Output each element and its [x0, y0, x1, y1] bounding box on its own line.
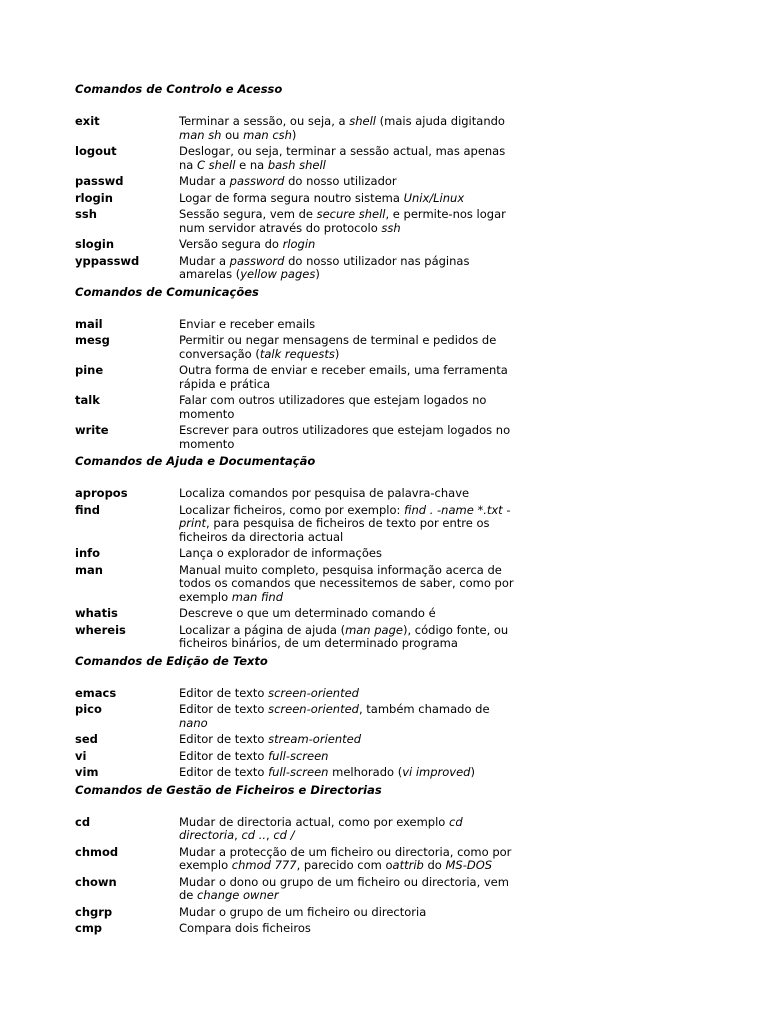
- italic-term: rlogin: [282, 237, 316, 251]
- section: [75, 783, 515, 936]
- command-name: apropos: [75, 486, 128, 500]
- command-name: vi: [75, 748, 87, 763]
- command-name: man: [75, 562, 103, 577]
- command-name: pine: [75, 363, 104, 377]
- command-description: Mudar a protecção de um ficheiro ou directoria, como por exemplo chmod 777, parecido com oattrib do MS-DOS: [179, 844, 512, 872]
- section: [75, 82, 515, 282]
- command-name: chmod: [75, 844, 119, 859]
- command-description: Editor de texto screen-oriented, também chamado de nano: [179, 702, 490, 730]
- italic-term: yellow pages: [240, 267, 316, 281]
- section-title: Comandos de Controlo e Acesso: [75, 82, 283, 96]
- command-list: [75, 487, 515, 651]
- section-title: Comandos de Ajuda e Documentação: [75, 454, 316, 468]
- command-name: logout: [75, 144, 117, 158]
- command-list: [75, 115, 515, 282]
- command-description: Versão segura do rlogin: [179, 237, 316, 251]
- section-title: Comandos de Gestão de Ficheiros e Directorias: [75, 782, 382, 797]
- italic-term: MS-DOS: [445, 858, 493, 872]
- command-row: [75, 192, 515, 206]
- command-row: [75, 816, 515, 843]
- command-name: emacs: [75, 685, 117, 700]
- command-row: [75, 750, 515, 764]
- command-row: [75, 424, 515, 451]
- section: [75, 285, 515, 452]
- command-list: [75, 318, 515, 452]
- command-name: whatis: [75, 606, 118, 620]
- italic-term: C shell: [197, 157, 236, 172]
- command-description: Descreve o que um determinado comando é: [179, 606, 436, 620]
- section: [75, 654, 515, 780]
- italic-term: attrib: [392, 858, 424, 872]
- command-row: [75, 255, 515, 282]
- command-description: Terminar a sessão, ou seja, a shell (mais ajuda digitando man sh ou man csh): [179, 114, 505, 142]
- command-name: rlogin: [75, 190, 113, 205]
- italic-term: secure shell: [316, 207, 386, 221]
- command-name: sed: [75, 732, 98, 746]
- command-description: Lança o explorador de informações: [179, 546, 382, 560]
- command-description: Compara dois ficheiros: [179, 921, 311, 935]
- italic-term: Unix/Linux: [403, 190, 465, 205]
- command-row: [75, 145, 515, 172]
- italic-term: nano: [179, 715, 208, 730]
- command-description: Enviar e receber emails: [179, 316, 316, 331]
- command-description: Falar com outros utilizadores que estejam logados no momento: [179, 393, 487, 421]
- command-row: [75, 607, 515, 621]
- command-list: [75, 687, 515, 780]
- command-row: [75, 318, 515, 332]
- italic-term: cd /: [273, 828, 295, 842]
- command-name: find: [75, 502, 100, 517]
- italic-term: screen-oriented: [268, 702, 359, 716]
- italic-term: find . -name *.txt -print: [179, 502, 511, 530]
- command-description: Logar de forma segura noutro sistema Unix/Linux: [179, 190, 465, 205]
- command-row: [75, 115, 515, 142]
- command-description: Localizar a página de ajuda (man page), código fonte, ou ficheiros binários, de um determinado programa: [179, 622, 509, 650]
- command-name: vim: [75, 765, 99, 779]
- command-name: mesg: [75, 333, 110, 347]
- command-row: [75, 487, 515, 501]
- command-name: exit: [75, 114, 100, 128]
- italic-term: vi improved: [402, 765, 471, 779]
- command-description: Sessão segura, vem de secure shell, e permite-nos logar num servidor através do protocolo ssh: [179, 207, 506, 235]
- command-description: Mudar de directoria actual, como por exemplo cd directoria, cd .., cd /: [179, 814, 463, 842]
- command-name: yppasswd: [75, 253, 140, 268]
- command-row: [75, 876, 515, 903]
- command-description: Editor de texto screen-oriented: [179, 685, 359, 700]
- italic-term: cd directoria: [179, 814, 463, 842]
- italic-term: man sh: [179, 127, 222, 142]
- command-row: [75, 175, 515, 189]
- command-description: Mudar a password do nosso utilizador: [179, 174, 397, 188]
- command-description: Mudar o grupo de um ficheiro ou directoria: [179, 904, 427, 919]
- command-row: [75, 564, 515, 605]
- command-row: [75, 504, 515, 545]
- italic-term: talk requests: [259, 346, 335, 361]
- command-name: info: [75, 546, 101, 560]
- command-row: [75, 733, 515, 747]
- italic-term: screen-oriented: [268, 685, 359, 700]
- command-description: Editor de texto full-screen: [179, 748, 329, 763]
- section-title: Comandos de Comunicações: [75, 284, 259, 299]
- command-name: cd: [75, 814, 91, 829]
- command-name: pico: [75, 702, 102, 716]
- section-title: Comandos de Edição de Texto: [75, 653, 268, 668]
- italic-term: password: [229, 253, 285, 268]
- command-name: talk: [75, 393, 100, 407]
- command-row: [75, 238, 515, 252]
- italic-term: chmod 777: [231, 858, 297, 872]
- command-row: [75, 364, 515, 391]
- italic-term: shell: [349, 114, 376, 128]
- command-name: whereis: [75, 622, 126, 637]
- command-row: [75, 547, 515, 561]
- command-description: Editor de texto full-screen melhorado (vi improved): [179, 765, 475, 779]
- command-description: Editor de texto stream-oriented: [179, 732, 362, 746]
- command-description: Mudar a password do nosso utilizador nas páginas amarelas (yellow pages): [179, 253, 470, 281]
- command-description: Localiza comandos por pesquisa de palavra-chave: [179, 486, 470, 500]
- command-description: Localizar ficheiros, como por exemplo: find . -name *.txt -print, para pesquisa de ficheiros de texto por entre os ficheiros da directoria actual: [179, 502, 511, 544]
- italic-term: cd ..: [241, 828, 267, 842]
- command-row: [75, 334, 515, 361]
- command-row: [75, 687, 515, 701]
- command-name: mail: [75, 316, 103, 331]
- command-description: Outra forma de enviar e receber emails, uma ferramenta rápida e prática: [179, 363, 508, 391]
- italic-term: change owner: [197, 888, 279, 902]
- section: [75, 454, 515, 651]
- command-row: [75, 394, 515, 421]
- command-name: passwd: [75, 174, 124, 188]
- command-row: [75, 922, 515, 936]
- command-description: Escrever para outros utilizadores que estejam logados no momento: [179, 423, 511, 451]
- command-name: cmp: [75, 921, 103, 935]
- command-name: slogin: [75, 237, 115, 251]
- italic-term: man page: [345, 622, 403, 637]
- command-description: Permitir ou negar mensagens de terminal e pedidos de conversação (talk requests): [179, 333, 497, 361]
- italic-term: man find: [231, 589, 284, 604]
- command-row: [75, 906, 515, 920]
- document-page: [75, 82, 515, 939]
- italic-term: full-screen: [268, 765, 329, 779]
- command-row: [75, 766, 515, 780]
- command-name: ssh: [75, 207, 97, 221]
- command-name: chown: [75, 874, 117, 889]
- command-name: write: [75, 423, 109, 437]
- italic-term: ssh: [381, 220, 401, 235]
- italic-term: full-screen: [268, 748, 329, 763]
- command-row: [75, 208, 515, 235]
- command-row: [75, 624, 515, 651]
- command-list: [75, 816, 515, 936]
- italic-term: bash shell: [267, 157, 326, 172]
- italic-term: password: [229, 174, 285, 188]
- command-row: [75, 846, 515, 873]
- command-description: Mudar o dono ou grupo de um ficheiro ou directoria, vem de change owner: [179, 874, 509, 902]
- command-description: Deslogar, ou seja, terminar a sessão actual, mas apenas na C shell e na bash shell: [179, 144, 506, 172]
- command-row: [75, 703, 515, 730]
- italic-term: stream-oriented: [268, 732, 362, 746]
- command-description: Manual muito completo, pesquisa informação acerca de todos os comandos que necessitemos de saber, como por exemplo man find: [179, 562, 514, 604]
- italic-term: man csh: [243, 127, 292, 142]
- command-name: chgrp: [75, 904, 113, 919]
